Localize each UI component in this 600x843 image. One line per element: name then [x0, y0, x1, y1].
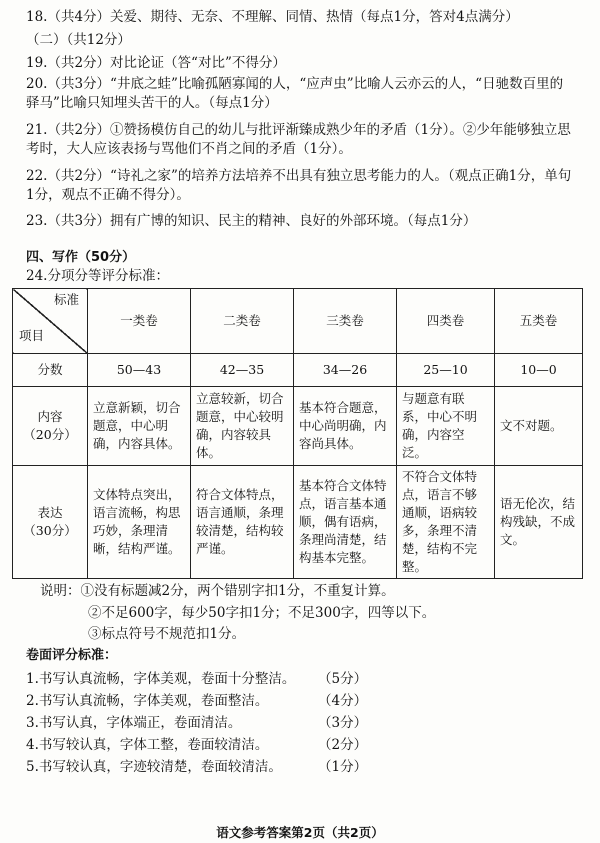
handwriting-item-4	[26, 736, 382, 755]
answer-23: 23.（共3分）拥有广博的知识、民主的精神、良好的外部环境。（每点1分）	[26, 213, 477, 229]
handwriting-item-5	[26, 758, 382, 777]
answer-19: 19.（共2分）对比论证（答“对比”不得分）	[26, 55, 286, 71]
hw-text-5: 5.书写较认真，字迹较清楚，卷面较清洁。	[26, 759, 282, 775]
expr-2: 符合文体特点，语言通顺，条理较清楚，结构较严谨。	[191, 466, 294, 579]
content-5: 文不对题。	[495, 387, 583, 466]
hw-pts-4: （2分）	[318, 737, 368, 753]
hw-text-4: 4.书写较认真，字体工整，卷面较清洁。	[26, 737, 269, 753]
expr-3: 基本符合文体特点，语言基本通顺，偶有语病，条理尚清楚，结构基本完整。	[294, 466, 397, 579]
hw-text-3: 3.书写认真，字体端正，卷面清洁。	[26, 715, 242, 731]
handwriting-title: 卷面评分标准：	[26, 648, 118, 663]
score-1: 50—43	[88, 354, 191, 387]
answer-20: 20.（共3分）“井底之蛙”比喻孤陋寡闻的人，“应声虫”比喻人云亦云的人，“日驰数百里的驿马”比喻只知埋头苦干的人。（每点1分）	[26, 76, 564, 111]
hw-text-2: 2.书写认真流畅，字体美观，卷面整洁。	[26, 693, 269, 709]
answer-22: 22.（共2分）“诗礼之家”的培养方法培养不出具有独立思考能力的人。（观点正确1分，单句1分，观点不正确不得分）。	[26, 168, 572, 203]
content-label-cell	[13, 387, 88, 466]
table-row-expression	[13, 466, 583, 579]
scoring-table	[12, 288, 583, 579]
content-points: （20分）	[23, 427, 77, 442]
content-1: 立意新颖，切合题意，中心明确，内容具体。	[88, 387, 191, 466]
content-3: 基本符合题意，中心尚明确，内容尚具体。	[294, 387, 397, 466]
score-2: 42—35	[191, 354, 294, 387]
note-2: ②不足600字，每少50字扣1分；不足300字，四等以下。	[88, 605, 436, 621]
expr-5: 语无伦次，结构残缺，不成文。	[495, 466, 583, 579]
expr-label: 表达	[37, 505, 63, 520]
expr-4: 不符合文体特点，语言不够通顺，语病较多，条理不清楚，结构不完整。	[397, 466, 495, 579]
content-label: 内容	[37, 409, 63, 424]
corner-cell	[13, 289, 88, 354]
note-3: ③标点符号不规范扣1分。	[88, 626, 246, 642]
score-3: 34—26	[294, 354, 397, 387]
writing-title: 四、写作（50分）	[26, 250, 136, 265]
handwriting-item-1	[26, 670, 382, 689]
hw-pts-2: （4分）	[318, 693, 368, 709]
hw-pts-1: （5分）	[318, 671, 368, 687]
page-footer: 语文参考答案第2页（共2页）	[216, 825, 384, 840]
score-5: 10—0	[495, 354, 583, 387]
table-header-row	[13, 289, 583, 354]
expr-label-cell	[13, 466, 88, 579]
grade-1: 一类卷	[88, 289, 191, 354]
corner-item: 项目	[19, 328, 45, 343]
writing-intro: 24.分项分等评分标准：	[26, 268, 169, 284]
answer-18: 18.（共4分）关爱、期待、无奈、不理解、同情、热情（每点1分，答对4点满分）	[26, 9, 519, 25]
corner-standard: 标准	[53, 292, 79, 307]
section-2-heading: （二）（共12分）	[26, 32, 131, 48]
handwriting-item-2	[26, 692, 382, 711]
expr-1: 文体特点突出，语言流畅，构思巧妙，条理清晰，结构严谨。	[88, 466, 191, 579]
note-1: 说明：①没有标题减2分，两个错别字扣1分，不重复计算。	[40, 583, 395, 599]
handwriting-item-3	[26, 714, 382, 733]
table-row-content	[13, 387, 583, 466]
grade-2: 二类卷	[191, 289, 294, 354]
score-4: 25—10	[397, 354, 495, 387]
hw-text-1: 1.书写认真流畅，字体美观，卷面十分整洁。	[26, 671, 296, 687]
content-2: 立意较新，切合题意，中心较明确，内容较具体。	[191, 387, 294, 466]
expr-points: （30分）	[23, 523, 77, 538]
score-label: 分数	[13, 354, 88, 387]
grade-3: 三类卷	[294, 289, 397, 354]
hw-pts-5: （1分）	[318, 759, 368, 775]
grade-5: 五类卷	[495, 289, 583, 354]
content-4: 与题意有联系，中心不明确，内容空泛。	[397, 387, 495, 466]
grade-4: 四类卷	[397, 289, 495, 354]
answer-21: 21.（共2分）①赞扬模仿自己的幼儿与批评渐臻成熟少年的矛盾（1分）。②少年能够独立思考时，大人应该表扬与骂他们不肖之间的矛盾（1分）。	[26, 122, 571, 157]
table-row-score	[13, 354, 583, 387]
hw-pts-3: （3分）	[318, 715, 368, 731]
